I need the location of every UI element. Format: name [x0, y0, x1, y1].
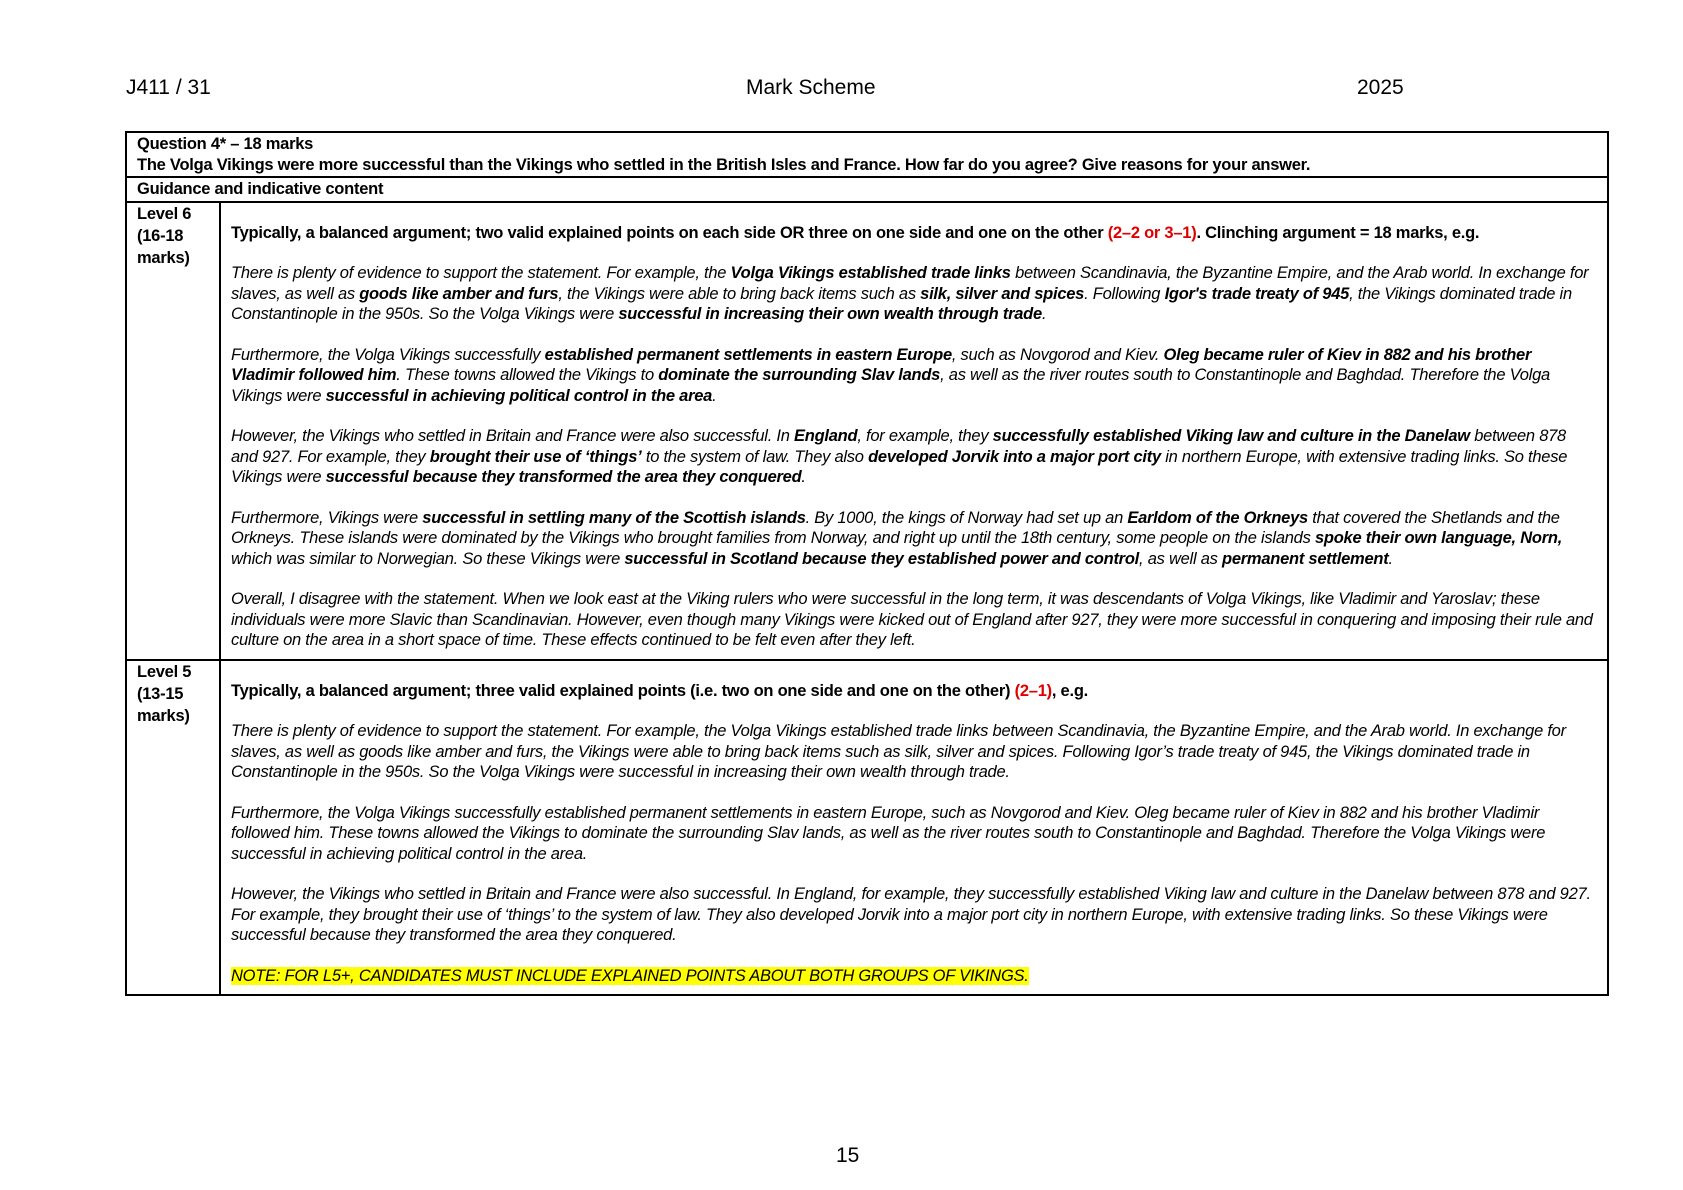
- guidance-label: Guidance and indicative content: [126, 177, 1608, 202]
- mark-scheme-table: [125, 131, 1609, 996]
- example-paragraph: [231, 589, 1597, 651]
- level-row: [126, 202, 1608, 660]
- level-label-line: Level 5: [137, 662, 192, 681]
- descriptor-text: , e.g.: [1051, 681, 1088, 700]
- paragraph-text: Furthermore, Vikings were: [231, 508, 423, 527]
- document-code: J411 / 31: [126, 76, 211, 99]
- example-paragraph: [231, 263, 1597, 325]
- key-point: successful in achieving political control in the area: [325, 386, 713, 405]
- key-point: spoke their own language, Norn,: [1314, 529, 1563, 547]
- paragraph-text: There is plenty of evidence to support the statement. For example, the: [231, 264, 731, 282]
- paragraph-text: , the Vikings were able to bring back items such as: [558, 284, 921, 303]
- paragraph-text: .: [1041, 305, 1047, 323]
- question-row: [126, 132, 1608, 177]
- paragraph-text: .: [1388, 549, 1393, 568]
- example-paragraph: [231, 803, 1597, 865]
- document-title: Mark Scheme: [746, 76, 876, 99]
- level-row: [126, 660, 1608, 996]
- level-label: [126, 202, 220, 660]
- key-point: England: [794, 427, 858, 445]
- example-paragraph: [231, 426, 1597, 488]
- highlighted-note: NOTE: FOR L5+, CANDIDATES MUST INCLUDE EXPLAINED POINTS ABOUT BOTH GROUPS OF VIKINGS.: [231, 966, 1029, 985]
- guidance-row: [126, 177, 1608, 202]
- key-point: successful in Scotland because they established power and control: [624, 549, 1140, 568]
- key-point: Igor's trade treaty of 945: [1164, 284, 1350, 303]
- example-paragraph: [231, 721, 1597, 783]
- key-point: successfully established Viking law and culture in the Danelaw: [992, 427, 1470, 445]
- key-point: brought their use of ‘things’: [429, 447, 642, 466]
- paragraph-text: between Scandinavia, the Byzantine Empire, and the Arab world. In exchange for slaves, as well as: [231, 264, 1589, 303]
- paragraph-text: Overall, I disagree with the statement. When we look east at the Viking rulers who were successful in the long term, it was descendants of Volga Vikings, like Vladimir and Yaroslav; these individuals were more Slavic than Scandinavian. However, even though many Vikings were kicked out of England after 927, they were more successful in conquering and imposing their rule and culture on the area in a short space of time. These effects continued to be felt even after they left.: [231, 590, 1593, 649]
- level-label-line: marks): [137, 248, 190, 267]
- paragraph-text: . These towns allowed the Vikings to: [396, 366, 659, 384]
- question-prompt: The Volga Vikings were more successful than the Vikings who settled in the British Isles and France. How far do you agree? Give reasons for your answer.: [137, 155, 1311, 174]
- paragraph-text: which was similar to Norwegian. So these Vikings were: [231, 549, 625, 568]
- paragraph-text: However, the Vikings who settled in Britain and France were also successful. In England, for example, they successfully established Viking law and culture in the Danelaw between 878 and 927. For example, they brought their use of ‘things’ to the system of law. They also developed Jorvik into a major port city in northern Europe, with extensive trading links. So these Vikings were successful because they transformed the area they conquered.: [231, 885, 1591, 944]
- example-paragraph: [231, 345, 1597, 407]
- level-content: [220, 660, 1608, 996]
- descriptor-text: . Clinching argument = 18 marks, e.g.: [1196, 223, 1480, 242]
- descriptor-text: Typically, a balanced argument; three valid explained points (i.e. two on one side and one on the other): [231, 681, 1015, 700]
- level-descriptor: [231, 223, 1597, 244]
- paragraph-text: . By 1000, the kings of Norway had set up an: [805, 508, 1128, 527]
- key-point: successful in settling many of the Scottish islands: [422, 508, 806, 527]
- paragraph-text: , the Vikings dominated trade in Constantinople in the 950s. So the Volga Vikings were: [231, 284, 1572, 323]
- mark-split: (2–2 or 3–1): [1107, 223, 1197, 242]
- level-descriptor: [231, 681, 1597, 702]
- key-point: Oleg became ruler of Kiev in 882 and his brother Vladimir followed him: [231, 345, 1532, 384]
- paragraph-text: in northern Europe, with extensive trading links. So these Vikings were: [231, 447, 1568, 486]
- document-year: 2025: [1357, 76, 1404, 99]
- level-label: [126, 660, 220, 996]
- page-number: 15: [836, 1144, 860, 1167]
- example-paragraph: [231, 884, 1597, 946]
- level-content: [220, 202, 1608, 660]
- paragraph-text: , as well as the river routes south to Constantinople and Baghdad. Therefore the Volga Vikings were: [231, 366, 1550, 405]
- level-label-line: Level 6: [137, 204, 192, 223]
- key-point: Volga Vikings established trade links: [730, 264, 1011, 282]
- paragraph-text: . Following: [1084, 284, 1165, 303]
- key-point: permanent settlement: [1221, 549, 1389, 568]
- key-point: established permanent settlements in eastern Europe: [544, 345, 952, 364]
- paragraph-text: There is plenty of evidence to support the statement. For example, the Volga Vikings established trade links between Scandinavia, the Byzantine Empire, and the Arab world. In exchange for slaves, as well as goods like amber and furs, the Vikings were able to bring back items such as silk, silver and spices. Following Igor’s trade treaty of 945, the Vikings dominated trade in Constantinople in the 950s. So the Volga Vikings were successful in increasing their own wealth through trade.: [231, 722, 1566, 781]
- question-heading: Question 4* – 18 marks: [137, 135, 314, 153]
- key-point: dominate the surrounding Slav lands: [658, 366, 941, 384]
- paragraph-text: to the system of law. They also: [641, 447, 869, 466]
- mark-split: (2–1): [1014, 681, 1052, 700]
- paragraph-text: .: [712, 386, 717, 405]
- paragraph-text: between 878 and 927. For example, they: [231, 427, 1566, 466]
- descriptor-text: Typically, a balanced argument; two valid explained points on each side OR three on one side and one on the other: [231, 223, 1108, 242]
- key-point: Earldom of the Orkneys: [1127, 508, 1308, 527]
- key-point: goods like amber and furs: [359, 284, 559, 303]
- paragraph-text: .: [801, 468, 806, 486]
- paragraph-text: Furthermore, the Volga Vikings successfully: [231, 345, 545, 364]
- key-point: successful because they transformed the area they conquered: [325, 468, 802, 486]
- level-label-line: (16-18: [137, 226, 184, 245]
- paragraph-text: , as well as: [1139, 549, 1222, 568]
- example-paragraph: [231, 508, 1597, 570]
- level-label-line: (13-15: [137, 684, 184, 703]
- paragraph-text: Furthermore, the Volga Vikings successfully established permanent settlements in eastern Europe, such as Novgorod and Kiev. Oleg became ruler of Kiev in 882 and his brother Vladimir followed him. These towns allowed the Vikings to dominate the surrounding Slav lands, as well as the river routes south to Constantinople and Baghdad. Therefore the Volga Vikings were successful in achieving political control in the area.: [231, 803, 1546, 863]
- level-label-line: marks): [137, 706, 190, 725]
- key-point: successful in increasing their own wealth through trade: [618, 305, 1042, 323]
- paragraph-text: However, the Vikings who settled in Britain and France were also successful. In: [231, 427, 794, 445]
- paragraph-text: that covered the Shetlands and the Orkneys. These islands were dominated by the Vikings who brought families from Norway, and right up until the 18th century, some people on the islands: [231, 508, 1560, 547]
- key-point: developed Jorvik into a major port city: [868, 447, 1161, 466]
- paragraph-text: , such as Novgorod and Kiev.: [951, 345, 1164, 364]
- key-point: silk, silver and spices: [920, 284, 1085, 303]
- question-cell: [126, 132, 1608, 177]
- paragraph-text: , for example, they: [857, 427, 993, 445]
